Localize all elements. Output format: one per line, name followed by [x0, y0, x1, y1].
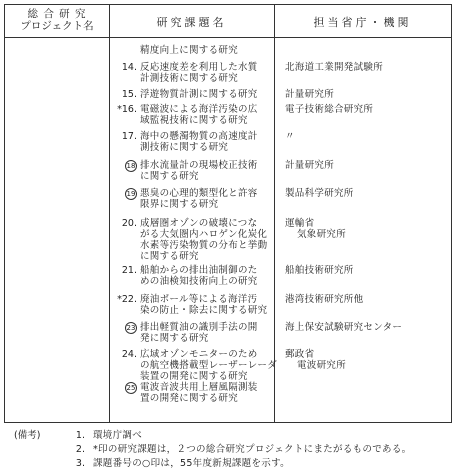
agency	[285, 160, 450, 171]
agency-line: 製品科学研究所	[285, 188, 354, 199]
research-title	[140, 45, 272, 56]
research-title-line: に関する研究	[140, 171, 199, 182]
row-number	[109, 382, 137, 394]
note-number: 1.	[75, 430, 85, 441]
research-title-line: 染の防止・除去に関する研究	[140, 305, 268, 316]
research-title-line: 成層圏オゾンの破壊につな	[140, 218, 258, 229]
agency-line: 北海道工業開発試験所	[285, 62, 384, 73]
research-title-line: 置の開発に関する研究	[140, 393, 239, 404]
row-number: *16.	[117, 104, 137, 115]
agency	[285, 218, 450, 240]
research-title-line: がる大気圏内ハロゲン化炭化	[140, 229, 268, 240]
agency	[285, 265, 450, 276]
research-title-line: 水素等汚染物質の分布と挙動	[140, 240, 268, 251]
research-title-line: 限界に関する研究	[140, 199, 219, 210]
agency	[285, 322, 450, 333]
agency	[285, 294, 450, 305]
research-title-line: の航空機搭載型レーザーレーダ	[140, 360, 278, 371]
row-number: *22.	[117, 294, 137, 305]
circled-number: 18	[126, 162, 136, 170]
circled-number: 23	[126, 324, 136, 332]
note-number: 2.	[75, 444, 85, 455]
research-title	[140, 349, 278, 382]
research-table	[4, 4, 452, 423]
research-title	[140, 104, 272, 126]
note-text: *印の研究課題は，２つの総合研究プロジェクトにまたがるものである。	[93, 444, 412, 455]
research-title-line: に関する研究	[140, 251, 199, 262]
row-number: 17.	[121, 131, 137, 142]
agency-line: 電子技術総合研究所	[285, 104, 374, 115]
agency	[285, 131, 450, 142]
research-title-line: 計測技術に関する研究	[140, 73, 239, 84]
row-number: 14.	[121, 62, 137, 73]
row-number: 21.	[121, 265, 137, 276]
row-number: 15.	[121, 89, 137, 100]
agency-line: 気象研究所	[297, 229, 347, 240]
agency	[285, 104, 450, 115]
agency-line: 計量研究所	[285, 89, 335, 100]
research-title	[140, 322, 272, 344]
research-title-line: 広域オゾンモニターのため	[140, 349, 258, 360]
research-title	[140, 62, 272, 84]
research-title-line: 排水流量計の現場校正技術	[140, 160, 258, 171]
circled-number: 25	[126, 384, 136, 392]
research-title	[140, 131, 272, 153]
notes-label: (備考)	[14, 430, 41, 441]
research-title	[140, 294, 272, 316]
research-title-line: 域監視技術に関する研究	[140, 115, 248, 126]
circled-number: 19	[126, 190, 136, 198]
research-title-line: 海中の懸濁物質の高速度計	[140, 131, 258, 142]
research-title-line: 精度向上に関する研究	[140, 45, 239, 56]
research-title-line: 装置の開発に関する研究	[140, 371, 248, 382]
agency-line: 海上保安試験研究センター	[285, 322, 403, 333]
research-title-line: 発に関する研究	[140, 333, 209, 344]
agency	[285, 89, 450, 100]
agency-line: 電波研究所	[297, 360, 347, 371]
agency-line: 計量研究所	[285, 160, 335, 171]
research-title-line: 反応速度差を利用した水質	[140, 62, 258, 73]
research-title-line: 廃油ボール等による海洋汚	[140, 294, 258, 305]
table-header	[5, 5, 451, 38]
header-agency: 担当省庁・機関	[313, 16, 412, 29]
research-title-line: めの油検知技術向上の研究	[140, 276, 258, 287]
research-title	[140, 188, 272, 210]
research-title-line: 排出軽質油の識別手法の開	[140, 322, 258, 333]
agency-line: 郵政省	[285, 349, 315, 360]
agency-line: 船舶技術研究所	[285, 265, 354, 276]
row-number	[109, 160, 137, 172]
research-title-line: 悪臭の心理的類型化と許容	[140, 188, 258, 199]
research-title-line: 電波音波共用上層風隔測装	[140, 382, 258, 393]
research-title-line: 測技術に関する研究	[140, 142, 229, 153]
note-number: 3.	[75, 458, 85, 469]
research-title-line: 船舶からの排出油制御のた	[140, 265, 258, 276]
research-title	[140, 160, 272, 182]
row-number	[109, 322, 137, 334]
header-project	[5, 8, 109, 32]
agency	[285, 349, 450, 371]
header-project-line1: 総 合 研 究	[27, 8, 87, 20]
research-title	[140, 89, 272, 100]
research-title	[140, 382, 272, 404]
agency-line: 運輸省	[285, 218, 315, 229]
agency-line: 港湾技術研究所他	[285, 294, 364, 305]
agency	[285, 62, 450, 73]
research-title-line: 電磁波による海洋汚染の広	[140, 104, 258, 115]
row-number	[109, 188, 137, 200]
row-number: 20.	[121, 218, 137, 229]
note-text: 環境庁調べ	[93, 430, 143, 441]
research-title	[140, 218, 272, 262]
agency	[285, 188, 450, 199]
note-text: 課題番号の○印は，55年度新規課題を示す。	[93, 458, 290, 469]
header-title: 研究課題名	[156, 16, 227, 29]
row-number: 24.	[121, 349, 137, 360]
agency-line: 〃	[285, 131, 295, 142]
research-title-line: 浮遊物質計測に関する研究	[140, 89, 258, 100]
header-project-line2: プロジェクト名	[20, 20, 94, 32]
research-title	[140, 265, 272, 287]
